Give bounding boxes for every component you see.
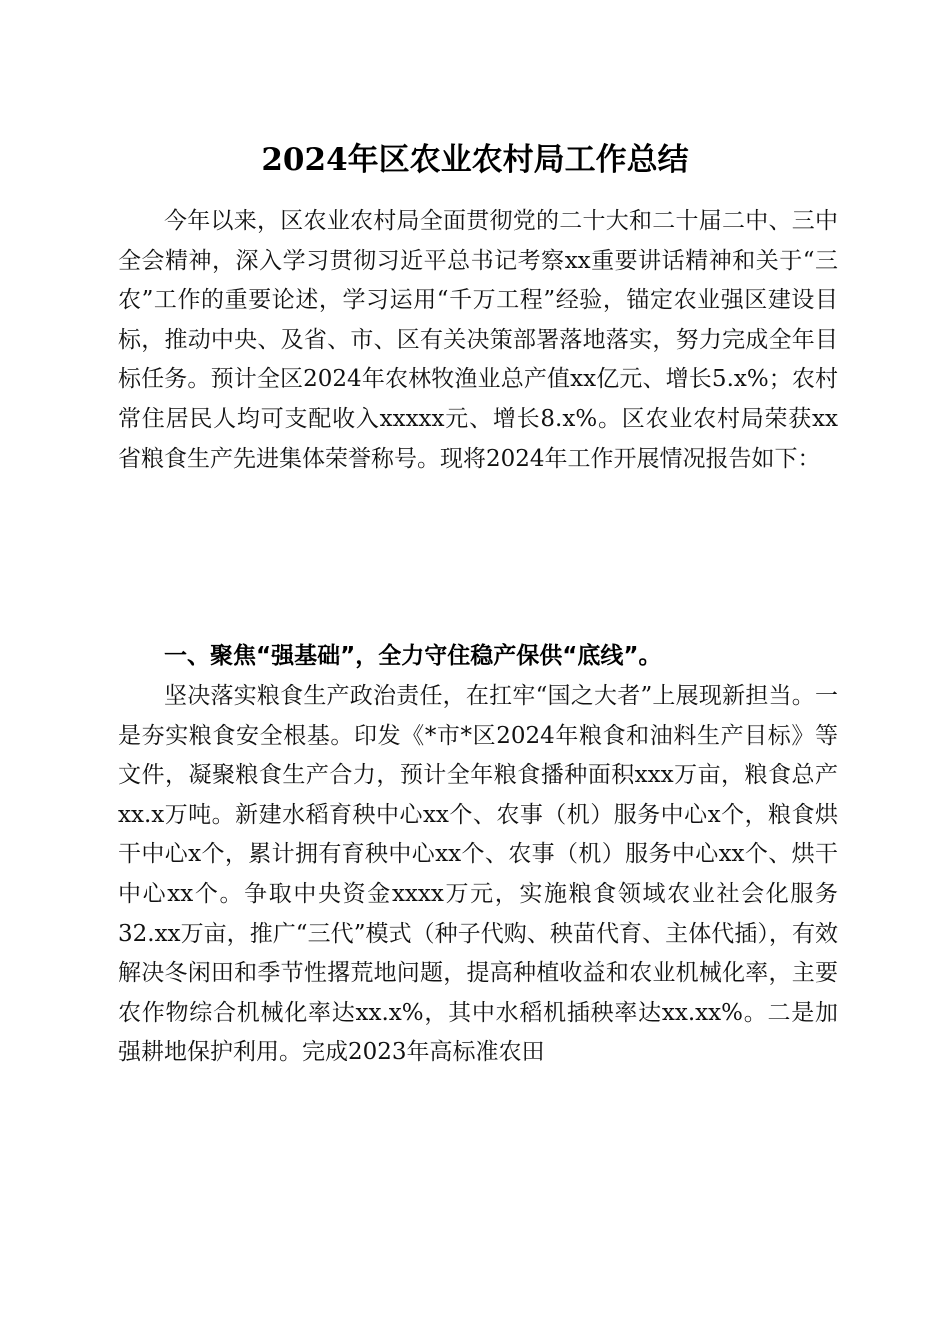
document-title: 2024年区农业农村局工作总结 — [261, 142, 689, 178]
section-heading: 一、聚焦“强基础”，全力守住稳产保供“底线”。 — [164, 643, 662, 669]
section-body-paragraph: 坚决落实粮食生产政治责任，在扛牢“国之大者”上展现新担当。一是夯实粮食安全根基。印发《*市*区2024年粮食和油料生产目标》等文件，凝聚粮食生产合力，预计全年粮食播种面积xxx万亩，粮食总产xx.x万吨。新建水稻育秧中心xx个、农事（机）服务中心x个，粮食烘干中心x个，累计拥有育秧中心xx个、农事（机）服务中心xx个、烘干中心xx个。争取中央资金xxxx万元，实施粮食领域农业社会化服务32.xx万亩，推广“三代”模式（种子代购、秧苗代育、主体代插），有效解决冬闲田和季节性撂荒地问题，提高种植收益和农业机械化率，主要农作物综合机械化率达xx.x%，其中水稻机插秧率达xx.xx%。二是加强耕地保护利用。完成2023年高标准农田 — [118, 683, 838, 1066]
intro-paragraph: 今年以来，区农业农村局全面贯彻党的二十大和二十届二中、三中全会精神，深入学习贯彻习近平总书记考察xx重要讲话精神和关于“三农”工作的重要论述，学习运用“千万工程”经验，锚定农业强区建设目标，推动中央、及省、市、区有关决策部署落地落实，努力完成全年目标任务。预计全区2024年农林牧渔业总产值xx亿元、增长5.x%；农村常住居民人均可支配收入xxxxx元、增长8.x%。区农业农村局荣获xx省粮食生产先进集体荣誉称号。现将2024年工作开展情况报告如下： — [118, 208, 838, 472]
